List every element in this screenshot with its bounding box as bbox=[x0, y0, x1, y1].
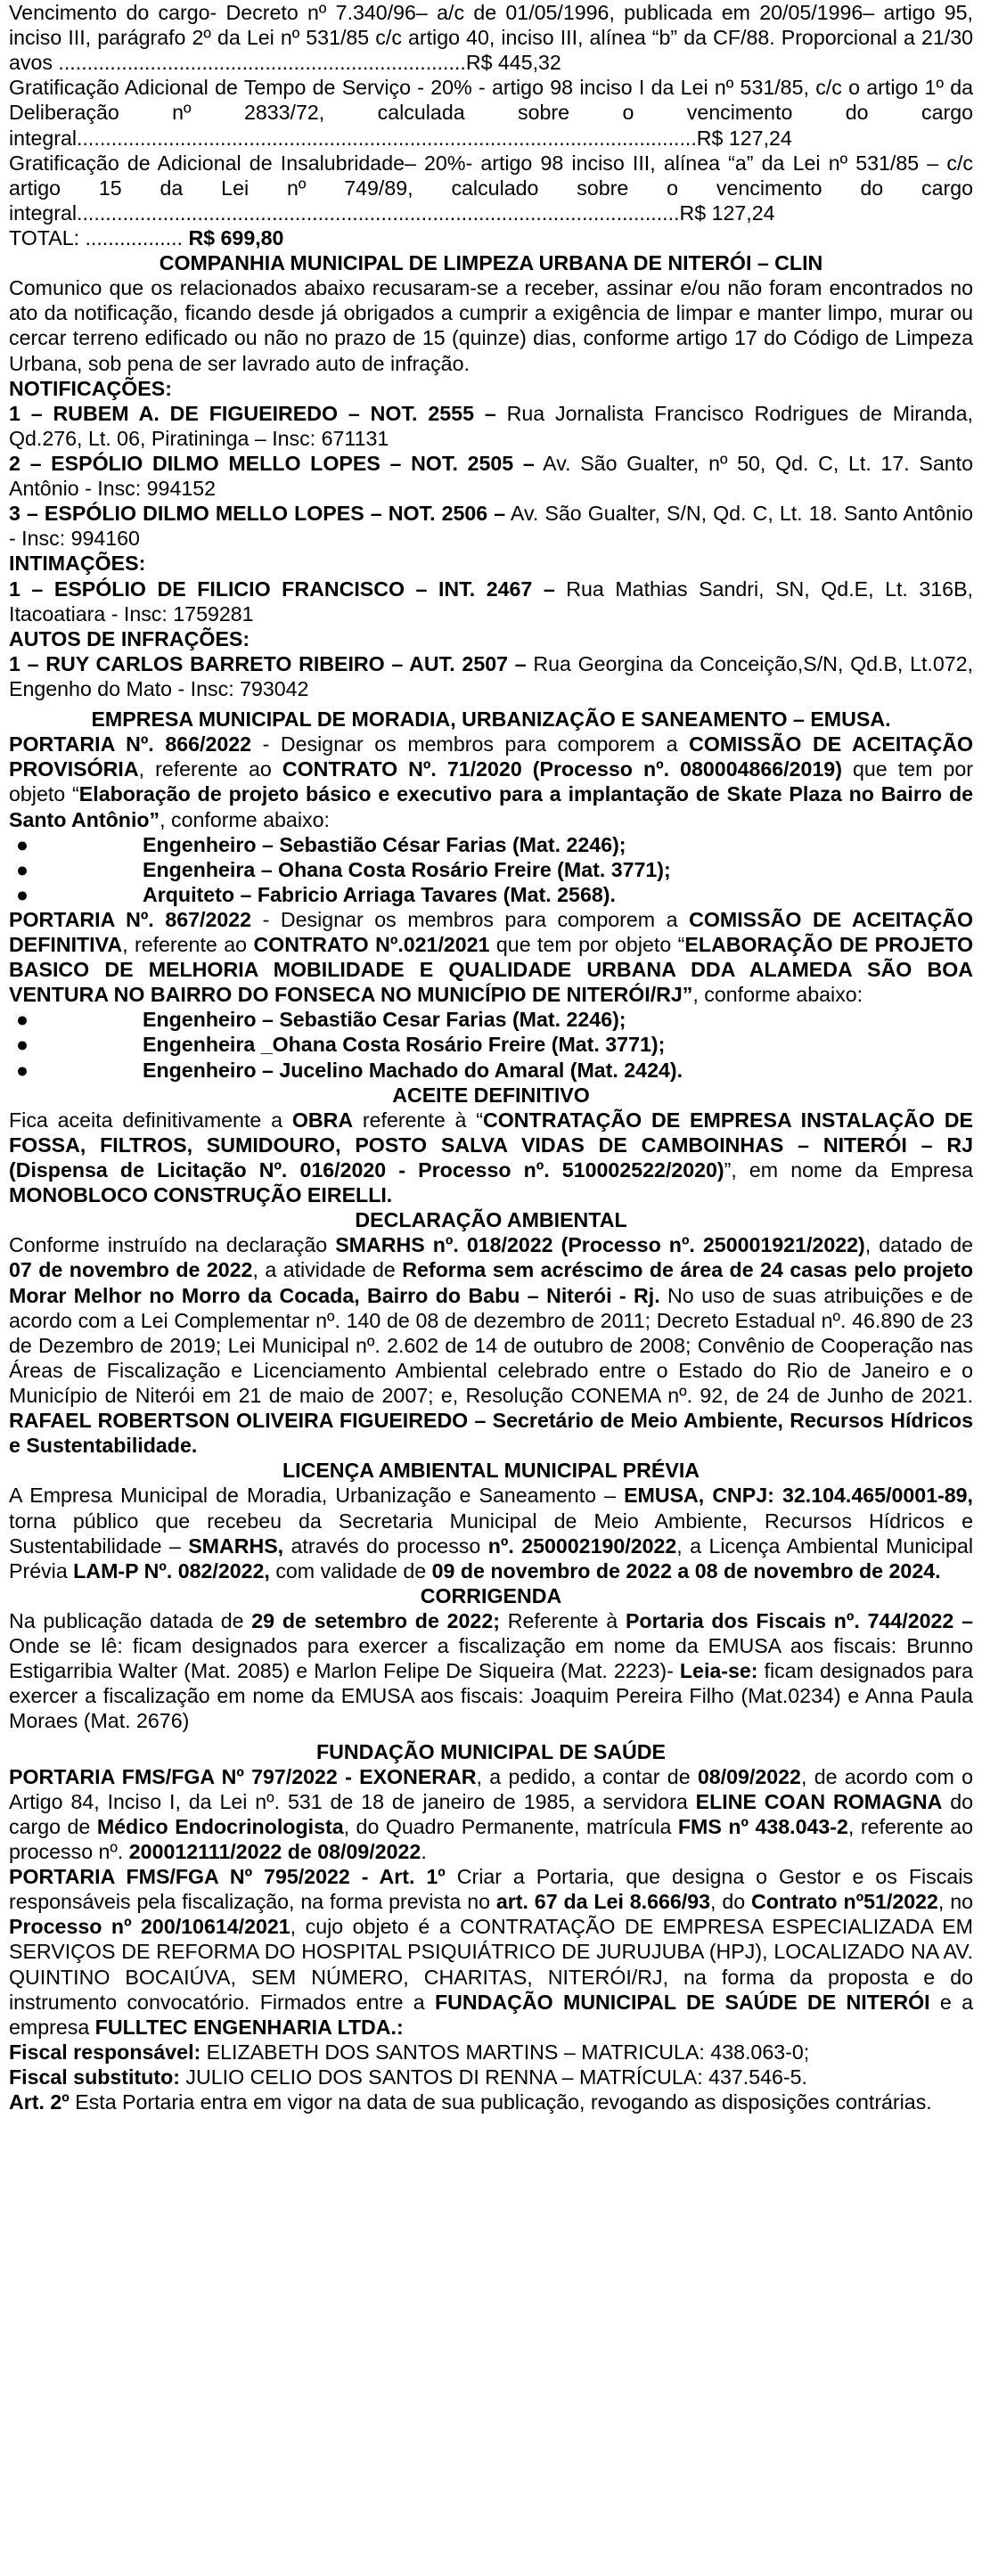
text-run: que tem por objeto “ bbox=[9, 757, 974, 806]
list-item bbox=[9, 1007, 973, 1032]
notificacao-address: Av. São Gualter, S/N, Qd. C, Lt. 18. Santo Antônio - Insc: 994160 bbox=[9, 502, 974, 551]
fiscal-value: ELIZABETH DOS SANTOS MARTINS – MATRICULA: 438.063-0; bbox=[200, 2040, 810, 2064]
article-label: Art. 2º bbox=[9, 2090, 70, 2114]
bold-run: Médico Endocrinologista bbox=[96, 1814, 344, 1838]
text-run: , referente ao bbox=[122, 933, 254, 957]
text-run: Onde se lê: ficam designados para exercer a fiscalização em nome da EMUSA aos fiscais: Brunno Estigarribia Walter (Mat. 2085) e Marlon Felipe De Siqueira (Mat. 2223)- bbox=[9, 1634, 973, 1683]
corrigenda-heading: CORRIGENDA bbox=[420, 1583, 562, 1607]
text-run: , referente ao bbox=[138, 757, 282, 781]
bold-run: FULLTEC ENGENHARIA LTDA.: bbox=[94, 2015, 404, 2039]
text-run: , no bbox=[937, 1890, 974, 1914]
auto-name: 1 – RUY CARLOS BARRETO RIBEIRO – AUT. 2507 – bbox=[9, 651, 527, 675]
bold-run: SMARHS, bbox=[188, 1533, 284, 1558]
text-run: Conforme instruído na declaração bbox=[9, 1233, 336, 1257]
article-text: Esta Portaria entra em vigor na data de sua publicação, revogando as disposições contrárias. bbox=[69, 2090, 932, 2114]
bold-run: Processo nº 200/10614/2021 bbox=[9, 1915, 291, 1939]
clin-intro: Comunico que os relacionados abaixo recusaram-se a receber, assinar e/ou não foram encontrados no ato da notificação, ficando desde já obrigados a cumprir a exigência de limpar e manter limpo, murar ou cercar terreno edificado ou não no prazo de 15 (quinze) dias, conforme artigo 17 do Código de Limpeza Urbana, sob pena de ser lavrado auto de infração. bbox=[9, 276, 973, 375]
fiscal-value: JULIO CELIO DOS SANTOS DI RENNA – MATRÍCULA: 437.546-5. bbox=[179, 2065, 807, 2089]
salary-line-tempo-servico: Gratificação Adicional de Tempo de Serviço - 20% - artigo 98 inciso I da Lei nº 531/85, c/c o artigo 1º da Deliberação nº 2833/72, calculada sobre o vencimento do cargo integral............................................................................................................R$ 127,24 bbox=[9, 76, 973, 150]
company-name: MONOBLOCO CONSTRUÇÃO EIRELLI. bbox=[9, 1183, 393, 1207]
text-run: , de acordo com o Artigo 84, Inciso I, da Lei nº. 531 de 18 de janeiro de 1985, a servidora bbox=[9, 1764, 973, 1813]
bold-run: ELINE COAN ROMAGNA bbox=[695, 1789, 943, 1813]
intimacoes-title: INTIMAÇÕES: bbox=[9, 552, 146, 576]
list-item bbox=[9, 1032, 973, 1057]
intimacao-item bbox=[9, 577, 973, 626]
contract-ref: CONTRATO Nº. 71/2020 (Processo nº. 080004866/2019) bbox=[282, 757, 842, 781]
list-item bbox=[9, 882, 973, 907]
bold-run: OBRA bbox=[291, 1108, 354, 1132]
notificacao-item bbox=[9, 501, 973, 551]
text-run: Na publicação datada de bbox=[9, 1609, 252, 1632]
text-run: ficam designados para exercer a fiscalização em nome da EMUSA aos fiscais: Joaquim Pereira Filho (Mat.0234) e Anna Paula Moraes (Mat. 2676) bbox=[9, 1659, 973, 1733]
bold-run: Reforma sem acréscimo de área de 24 casas pelo projeto Morar Melhor no Morro da Cocada, Bairro do Babu – Niterói - Rj. bbox=[9, 1258, 973, 1307]
notificacoes-title: NOTIFICAÇÕES: bbox=[9, 376, 172, 400]
bold-run: PORTARIA FMS/FGA Nº 795/2022 - Art. 1º bbox=[9, 1865, 446, 1889]
bullet-icon: ● bbox=[16, 1008, 29, 1032]
list-item bbox=[9, 857, 973, 882]
text-run: do cargo de bbox=[9, 1789, 973, 1838]
text-run: Referente à bbox=[499, 1609, 626, 1632]
text-run: , cujo objeto é a CONTRATAÇÃO DE EMPRESA ESPECIALIZADA EM SERVIÇOS DE REFORMA DO HOSPITAL PSIQUIÁTRICO DE JURUJUBA (HPJ), LOCALIZADO NA AV. QUINTINO BOCAIÚVA, SEM NÚMERO, CHARITAS, NITERÓI/RJ, na forma da proposta e do instrumento convocatório. Firmados entre a bbox=[9, 1915, 973, 2014]
text-run: , conforme abaixo: bbox=[160, 807, 330, 831]
portaria-797 bbox=[9, 1764, 973, 1864]
bold-run: PORTARIA FMS/FGA Nº 797/2022 - EXONERAR bbox=[9, 1764, 477, 1788]
bold-run: 200012111/2022 de 08/09/2022 bbox=[128, 1839, 421, 1863]
licenca-text bbox=[9, 1483, 973, 1582]
notificacao-item bbox=[9, 401, 973, 451]
aceite-text bbox=[9, 1108, 973, 1207]
total-label: TOTAL: ................. bbox=[9, 225, 183, 249]
auto-item bbox=[9, 651, 973, 701]
text-run: referente à “ bbox=[353, 1108, 484, 1132]
member-text: Engenheiro – Jucelino Machado do Amaral (Mat. 2424). bbox=[143, 1058, 683, 1082]
text-run: com validade de bbox=[269, 1558, 432, 1582]
aceite-heading: ACEITE DEFINITIVO bbox=[392, 1083, 590, 1107]
text-run: , a pedido, a contar de bbox=[476, 1764, 698, 1788]
intimacao-name: 1 – ESPÓLIO DE FILICIO FRANCISCO – INT. 2467 – bbox=[9, 577, 555, 601]
emusa-heading: EMPRESA MUNICIPAL DE MORADIA, URBANIZAÇÃO E SANEAMENTO – EMUSA. bbox=[91, 707, 891, 732]
notificacao-address: Av. São Gualter, nº 50, Qd. C, Lt. 17. Santo Antônio - Insc: 994152 bbox=[9, 451, 973, 501]
notificacao-name: 1 – RUBEM A. DE FIGUEIREDO – NOT. 2555 – bbox=[9, 401, 496, 425]
contract-object: ELABORAÇÃO DE PROJETO BASICO DE MELHORIA MOBILIDADE E QUALIDADE URBANA DDA ALAMEDA SÃO BOA VENTURA NO BAIRRO DO FONSECA NO MUNICÍPIO DE NITERÓI/RJ” bbox=[9, 933, 973, 1007]
text-run: A Empresa Municipal de Moradia, Urbanização e Saneamento – bbox=[9, 1484, 625, 1508]
bold-run: CONTRATAÇÃO DE EMPRESA INSTALAÇÃO DE FOSSA, FILTROS, SUMIDOURO, POSTO SALVA VIDAS DE CAMBOINHAS – NITERÓI – RJ (Dispensa de Licitação Nº. 016/2020 - Processo nº. 510002522/2020) bbox=[9, 1108, 973, 1182]
bold-run: Contrato nº51/2022 bbox=[750, 1890, 938, 1914]
bold-run: Portaria dos Fiscais nº. 744/2022 – bbox=[625, 1609, 973, 1632]
notificacao-item bbox=[9, 451, 973, 501]
contract-object: Elaboração de projeto básico e executivo para a implantação de Skate Plaza no Bairro de Santo Antônio” bbox=[9, 782, 973, 831]
text-run: , do bbox=[710, 1890, 751, 1914]
notificacao-name: 3 – ESPÓLIO DILMO MELLO LOPES – NOT. 2506 – bbox=[9, 502, 506, 526]
fiscal-label: Fiscal substituto: bbox=[9, 2065, 180, 2089]
bold-run: Leia-se: bbox=[679, 1659, 758, 1683]
salary-line-vencimento: Vencimento do cargo- Decreto nº 7.340/96– a/c de 01/05/1996, publicada em 20/05/1996– artigo 95, inciso III, parágrafo 2º da Lei nº 531/85 c/c artigo 40, inciso III, alínea “b” da CF/88. Proporcional a 21/30 avos .......................................................................R$ 445,32 bbox=[9, 1, 973, 75]
bold-run: FUNDAÇÃO MUNICIPAL DE SAÚDE DE NITERÓI bbox=[435, 1990, 930, 2014]
text-run: ”, em nome da Empresa bbox=[724, 1158, 973, 1182]
salary-total bbox=[9, 225, 973, 250]
text-run: - Designar os membros para comporem a bbox=[251, 907, 690, 931]
commission-members-867 bbox=[9, 1007, 973, 1082]
text-run: que tem por objeto “ bbox=[489, 933, 685, 957]
declaracao-heading: DECLARAÇÃO AMBIENTAL bbox=[355, 1208, 627, 1232]
fiscal-label: Fiscal responsável: bbox=[9, 2040, 201, 2064]
bold-run: 07 de novembro de 2022 bbox=[9, 1258, 253, 1282]
list-item bbox=[9, 1058, 973, 1083]
bullet-icon: ● bbox=[16, 882, 29, 906]
text-run: , a Licença Ambiental Municipal Prévia bbox=[9, 1533, 973, 1582]
text-run: No uso de suas atribuições e de acordo com a Lei Complementar nº. 140 de 08 de dezembro de 2011; Decreto Estadual nº. 46.890 de 23 de Dezembro de 2019; Lei Municipal nº. 2.602 de 14 de outubro de 2008; Convênio de Cooperação nas Áreas de Fiscalização e Licenciamento Ambiental celebrado entre o Estado do Rio de Janeiro e o Município de Niterói em 21 de maio de 2007; e, Resolução CONEMA nº. 92, de 24 de Junho de 2021. bbox=[9, 1283, 973, 1408]
licenca-heading: LICENÇA AMBIENTAL MUNICIPAL PRÉVIA bbox=[282, 1459, 700, 1483]
text-run: . bbox=[421, 1839, 427, 1863]
text-run: Criar a Portaria, que designa o Gestor e os Fiscais responsáveis pela fiscalização, na forma prevista no bbox=[9, 1865, 973, 1914]
bold-run: 29 de setembro de 2022; bbox=[251, 1609, 500, 1632]
corrigenda-text bbox=[9, 1608, 973, 1734]
bold-run: 08/09/2022 bbox=[697, 1764, 801, 1788]
portaria-867-number: PORTARIA Nº. 867/2022 bbox=[9, 907, 252, 931]
bullet-icon: ● bbox=[16, 1058, 29, 1082]
total-value: R$ 699,80 bbox=[188, 225, 284, 249]
member-text: Engenheiro – Sebastião César Farias (Mat. 2246); bbox=[143, 832, 626, 856]
text-run: através do processo bbox=[283, 1533, 488, 1558]
text-run: - Designar os membros para comporem a bbox=[251, 732, 690, 756]
commission-name: COMISSÃO DE ACEITAÇÃO PROVISÓRIA bbox=[9, 732, 973, 781]
notificacao-address: Rua Jornalista Francisco Rodrigues de Miranda, Qd.276, Lt. 06, Piratininga – Insc: 671131 bbox=[9, 401, 973, 450]
text-run: , do Quadro Permanente, matrícula bbox=[343, 1814, 678, 1838]
auto-address: Rua Georgina da Conceição,S/N, Qd.B, Lt.072, Engenho do Mato - Insc: 793042 bbox=[9, 651, 973, 700]
salary-line-insalubridade: Gratificação de Adicional de Insalubridade– 20%- artigo 98 inciso III, alínea “a” da Lei nº 531/85 – c/c artigo 15 da Lei nº 749/89, calculado sobre o vencimento do cargo integral.........................................................................................................R$ 127,24 bbox=[9, 151, 973, 225]
bold-run: art. 67 da Lei 8.666/93 bbox=[495, 1890, 711, 1914]
text-run: , conforme abaixo: bbox=[692, 983, 863, 1007]
portaria-867 bbox=[9, 907, 973, 1007]
signatory: RAFAEL ROBERTSON OLIVEIRA FIGUEIREDO – Secretário de Meio Ambiente, Recursos Hídricos e Sustentabilidade. bbox=[9, 1409, 973, 1458]
art-2 bbox=[9, 2089, 973, 2114]
fms-heading: FUNDAÇÃO MUNICIPAL DE SAÚDE bbox=[315, 1739, 667, 1763]
bold-run: nº. 250002190/2022 bbox=[487, 1533, 677, 1558]
text-run: torna público que recebeu da Secretaria Municipal de Meio Ambiente, Recursos Hídricos e Sustentabilidade – bbox=[9, 1509, 973, 1558]
member-text: Engenheiro – Sebastião Cesar Farias (Mat. 2246); bbox=[143, 1008, 626, 1032]
member-text: Engenheira – Ohana Costa Rosário Freire (Mat. 3771); bbox=[143, 857, 671, 881]
text-run: Fica aceita definitivamente a bbox=[9, 1108, 292, 1132]
clin-heading: COMPANHIA MUNICIPAL DE LIMPEZA URBANA DE NITERÓI – CLIN bbox=[159, 251, 823, 275]
fiscal-responsavel bbox=[9, 2040, 973, 2065]
declaracao-text bbox=[9, 1232, 973, 1458]
bullet-icon: ● bbox=[16, 832, 29, 856]
intimacao-address: Rua Mathias Sandri, SN, Qd.E, Lt. 316B, Itacoatiara - Insc: 1759281 bbox=[9, 577, 973, 626]
bold-run: SMARHS nº. 018/2022 (Processo nº. 250001921/2022) bbox=[335, 1233, 865, 1257]
portaria-866 bbox=[9, 732, 973, 831]
bold-run: EMUSA, CNPJ: 32.104.465/0001-89, bbox=[624, 1484, 973, 1508]
bold-run: LAM-P Nº. 082/2022, bbox=[73, 1558, 270, 1582]
commission-members-866 bbox=[9, 832, 973, 907]
bold-run: FMS nº 438.043-2 bbox=[677, 1814, 848, 1838]
text-run: , referente ao processo nº. bbox=[9, 1814, 973, 1863]
bold-run: 09 de novembro de 2022 a 08 de novembro de 2024. bbox=[431, 1558, 941, 1582]
text-run: , datado de bbox=[864, 1233, 973, 1257]
bullet-icon: ● bbox=[16, 857, 29, 881]
list-item bbox=[9, 832, 973, 857]
member-text: Engenheira _Ohana Costa Rosário Freire (Mat. 3771); bbox=[143, 1033, 666, 1057]
member-text: Arquiteto – Fabricio Arriaga Tavares (Mat. 2568). bbox=[143, 882, 616, 906]
portaria-866-number: PORTARIA Nº. 866/2022 bbox=[9, 732, 252, 756]
portaria-795 bbox=[9, 1864, 973, 2040]
bullet-icon: ● bbox=[16, 1033, 29, 1057]
notificacao-name: 2 – ESPÓLIO DILMO MELLO LOPES – NOT. 2505 – bbox=[9, 451, 535, 475]
text-run: , a atividade de bbox=[252, 1258, 403, 1282]
autos-title: AUTOS DE INFRAÇÕES: bbox=[9, 626, 250, 650]
fiscal-substituto bbox=[9, 2065, 973, 2089]
text-run: e a empresa bbox=[9, 1990, 973, 2039]
commission-name: COMISSÃO DE ACEITAÇÃO DEFINITIVA bbox=[9, 907, 973, 957]
contract-ref: CONTRATO Nº.021/2021 bbox=[253, 933, 490, 957]
